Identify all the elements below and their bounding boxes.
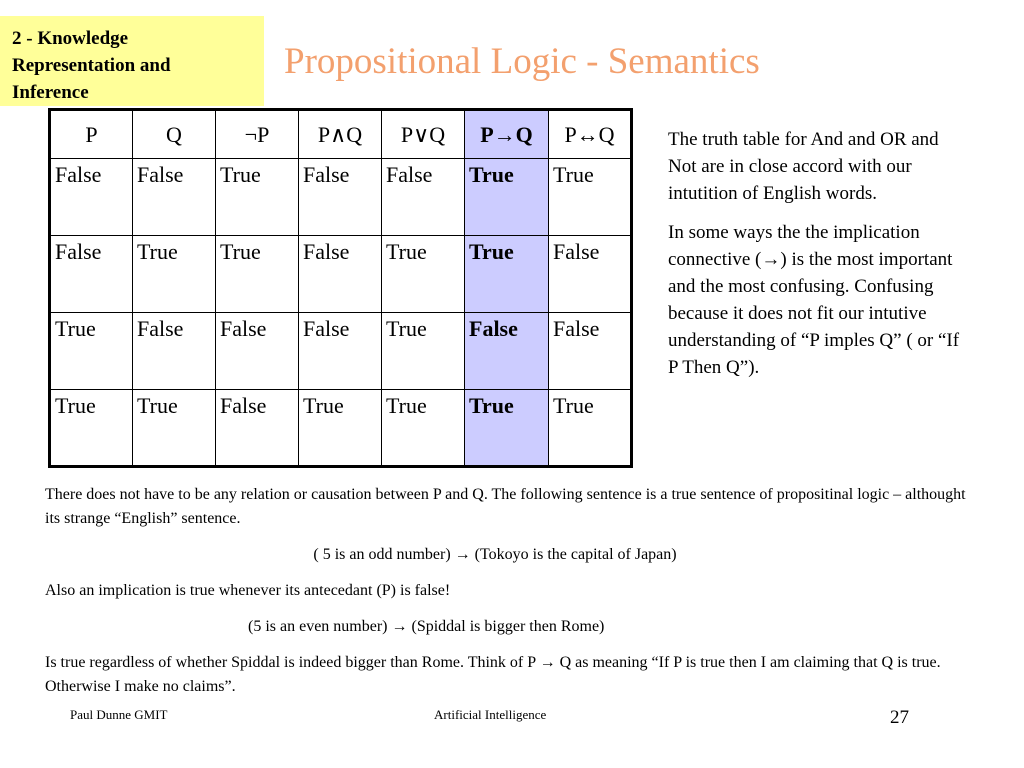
- table-cell: True: [382, 313, 465, 390]
- side-paragraph-1: The truth table for And and OR and Not are in close accord with our intutition of English words.: [668, 129, 939, 204]
- body-paragraph-3: Is true regardless of whether Spiddal is indeed bigger than Rome. Think of P → Q as meaning “If P is true then I am claiming that Q is true. Otherwise I make no claims”.: [45, 654, 941, 695]
- truth-table-header-row: [50, 110, 632, 159]
- slide-title: Propositional Logic - Semantics: [284, 41, 760, 82]
- example-sentence-2: (5 is an even number) → (Spiddal is bigger then Rome): [248, 618, 605, 635]
- side-paragraph-2: In some ways the the implication connective (→) is the most important and the most confusing. Confusing because it does not fit our intutive understanding of “P imples Q” ( or “If P Then Q”).: [668, 222, 960, 378]
- example-sentence-1: ( 5 is an odd number) → (Tokoyo is the capital of Japan): [313, 546, 677, 563]
- table-row: [50, 390, 632, 467]
- table-cell: True: [216, 159, 299, 236]
- table-cell: False: [299, 236, 382, 313]
- table-cell-highlighted: True: [465, 236, 549, 313]
- table-cell: False: [133, 159, 216, 236]
- footer-course: Artificial Intelligence: [434, 707, 547, 722]
- header-cell-q: Q: [133, 110, 216, 159]
- table-cell: True: [382, 236, 465, 313]
- table-cell: False: [549, 236, 632, 313]
- table-cell: True: [50, 313, 133, 390]
- table-cell: True: [549, 390, 632, 467]
- table-cell: True: [382, 390, 465, 467]
- table-cell: True: [216, 236, 299, 313]
- table-cell-highlighted: False: [465, 313, 549, 390]
- table-cell: True: [133, 236, 216, 313]
- body-text: [45, 483, 975, 711]
- table-cell: False: [299, 313, 382, 390]
- table-cell: False: [50, 236, 133, 313]
- table-row: [50, 236, 632, 313]
- table-cell: False: [299, 159, 382, 236]
- table-cell-highlighted: True: [465, 159, 549, 236]
- page-number: 27: [890, 707, 909, 728]
- table-cell: False: [549, 313, 632, 390]
- header-cell-implies: P→Q: [465, 110, 549, 159]
- header-cell-not-p: ¬P: [216, 110, 299, 159]
- section-label-line-3: Inference: [12, 82, 89, 103]
- table-cell: False: [216, 390, 299, 467]
- table-cell: True: [549, 159, 632, 236]
- body-paragraph-1: There does not have to be any relation or causation between P and Q. The following sentence is a true sentence of propositinal logic – althought its strange “English” sentence.: [45, 486, 966, 527]
- table-cell: False: [216, 313, 299, 390]
- table-cell: False: [50, 159, 133, 236]
- section-label-line-1: 2 - Knowledge: [12, 28, 129, 49]
- header-cell-iff: P↔Q: [549, 110, 632, 159]
- table-cell: False: [133, 313, 216, 390]
- table-cell: True: [299, 390, 382, 467]
- header-cell-or: P∨Q: [382, 110, 465, 159]
- table-row: [50, 159, 632, 236]
- table-cell: True: [133, 390, 216, 467]
- truth-table: [48, 108, 633, 468]
- section-label-line-2: Representation and: [12, 55, 171, 76]
- section-label-box: [0, 16, 264, 106]
- header-cell-p: P: [50, 110, 133, 159]
- table-cell: False: [382, 159, 465, 236]
- header-cell-and: P∧Q: [299, 110, 382, 159]
- body-paragraph-2: Also an implication is true whenever its antecedant (P) is false!: [45, 582, 451, 599]
- table-cell-highlighted: True: [465, 390, 549, 467]
- side-explanation: [668, 126, 968, 393]
- table-row: [50, 313, 632, 390]
- footer-author: Paul Dunne GMIT: [70, 707, 168, 722]
- table-cell: True: [50, 390, 133, 467]
